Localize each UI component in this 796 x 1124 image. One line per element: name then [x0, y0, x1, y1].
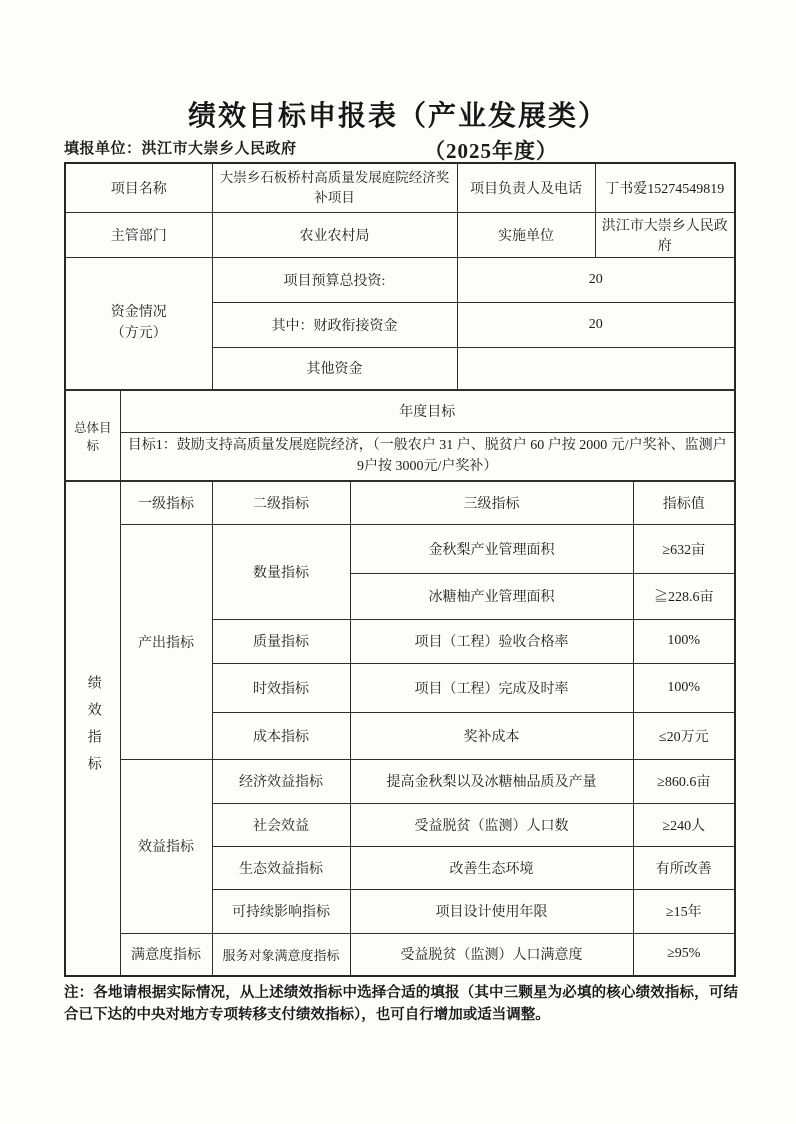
cell-level3-8: 项目设计使用年限 [350, 889, 633, 933]
header-value: 指标值 [633, 481, 735, 524]
cell-funding-label [65, 257, 212, 390]
note-text: 注：各地请根据实际情况，从上述绩效指标中选择合适的填报（其中三颗星为必填的核心绩效指标，可结合已下达的中央对地方专项转移支付绩效指标），也可自行增加或适当调整。 [64, 985, 738, 1024]
cell-level2-quantity: 数量指标 [212, 524, 350, 619]
cell-funding-value-0: 20 [457, 257, 735, 302]
cell-value-2: 100% [633, 619, 735, 663]
cell-level1-output: 产出指标 [120, 524, 212, 759]
row-project-name [65, 163, 735, 212]
cell-funding-item-2: 其他资金 [212, 347, 457, 390]
cell-level3-3: 项目（工程）完成及时率 [350, 663, 633, 712]
cell-funding-item-0: 项目预算总投资: [212, 257, 457, 302]
cell-value-1: ≧228.6亩 [633, 573, 735, 619]
performance-vertical-label: 绩效指标 [85, 674, 101, 783]
cell-level1-benefit: 效益指标 [120, 759, 212, 933]
cell-level3-0: 金秋梨产业管理面积 [350, 524, 633, 573]
year-label: （2025年度） [424, 139, 558, 163]
header-level1: 一级指标 [120, 481, 212, 524]
indicator-row [65, 933, 735, 976]
meta-line [0, 137, 796, 161]
cell-dept-value: 农业农村局 [212, 212, 457, 257]
cell-project-name-label: 项目名称 [65, 163, 212, 212]
row-annual-goal-header [65, 390, 735, 432]
cell-value-6: ≥240人 [633, 803, 735, 846]
row-indicator-header [65, 481, 735, 524]
cell-level3-6: 受益脱贫（监测）人口数 [350, 803, 633, 846]
cell-performance-label [65, 481, 120, 976]
cell-value-0: ≥632亩 [633, 524, 735, 573]
doc-title: 绩效目标申报表（产业发展类） [187, 101, 608, 132]
row-annual-goal-content [65, 432, 735, 481]
cell-level3-7: 改善生态环境 [350, 846, 633, 889]
header-level2: 二级指标 [212, 481, 350, 524]
filing-unit [64, 137, 297, 158]
cell-value-5: ≥860.6亩 [633, 759, 735, 803]
cell-funding-value-1: 20 [457, 302, 735, 347]
cell-value-3: 100% [633, 663, 735, 712]
cell-level2-sustainability: 可持续影响指标 [212, 889, 350, 933]
cell-funding-value-2 [457, 347, 735, 390]
cell-level2-cost: 成本指标 [212, 712, 350, 759]
cell-level2-quality: 质量指标 [212, 619, 350, 663]
indicator-row [65, 759, 735, 803]
cell-level3-9: 受益脱贫（监测）人口满意度 [350, 933, 633, 976]
filing-unit-value: 洪江市大崇乡人民政府 [141, 141, 297, 157]
row-department [65, 212, 735, 257]
cell-funding-item-1: 其中：财政衔接资金 [212, 302, 457, 347]
cell-level3-1: 冰糖柚产业管理面积 [350, 573, 633, 619]
indicator-row [65, 524, 735, 573]
funding-label-line2: （方元） [110, 326, 167, 342]
cell-level2-social: 社会效益 [212, 803, 350, 846]
cell-value-7: 有所改善 [633, 846, 735, 889]
performance-target-table [64, 162, 736, 977]
cell-overall-goal-label: 总体目标 [65, 390, 120, 481]
filing-unit-label: 填报单位： [64, 141, 142, 157]
cell-level2-satisfaction: 服务对象满意度指标 [212, 933, 350, 976]
cell-level3-4: 奖补成本 [350, 712, 633, 759]
cell-level3-2: 项目（工程）验收合格率 [350, 619, 633, 663]
cell-leader-value: 丁书爱15274549819 [595, 163, 735, 212]
cell-leader-label: 项目负责人及电话 [457, 163, 595, 212]
cell-dept-label: 主管部门 [65, 212, 212, 257]
cell-value-8: ≥15年 [633, 889, 735, 933]
cell-level2-ecological: 生态效益指标 [212, 846, 350, 889]
cell-impl-label: 实施单位 [457, 212, 595, 257]
header-level3: 三级指标 [350, 481, 633, 524]
cell-level2-economic: 经济效益指标 [212, 759, 350, 803]
cell-value-4: ≤20万元 [633, 712, 735, 759]
cell-level3-5: 提高金秋梨以及冰糖柚品质及产量 [350, 759, 633, 803]
cell-annual-goal-header: 年度目标 [120, 390, 735, 432]
cell-level2-timeliness: 时效指标 [212, 663, 350, 712]
row-funding-total [65, 257, 735, 302]
cell-annual-goal-content: 目标1：鼓励支持高质量发展庭院经济，（一般农户 31 户、脱贫户 60 户按 2000 元/户奖补、监测户 9户按 3000元/户奖补） [120, 432, 735, 481]
cell-project-name-value: 大崇乡石板桥村高质量发展庭院经济奖补项目 [212, 163, 457, 212]
cell-value-9: ≥95% [633, 933, 735, 976]
funding-label-line1: 资金情况 [110, 305, 167, 321]
cell-level1-satisfaction: 满意度指标 [120, 933, 212, 976]
cell-impl-value: 洪江市大崇乡人民政府 [595, 212, 735, 257]
